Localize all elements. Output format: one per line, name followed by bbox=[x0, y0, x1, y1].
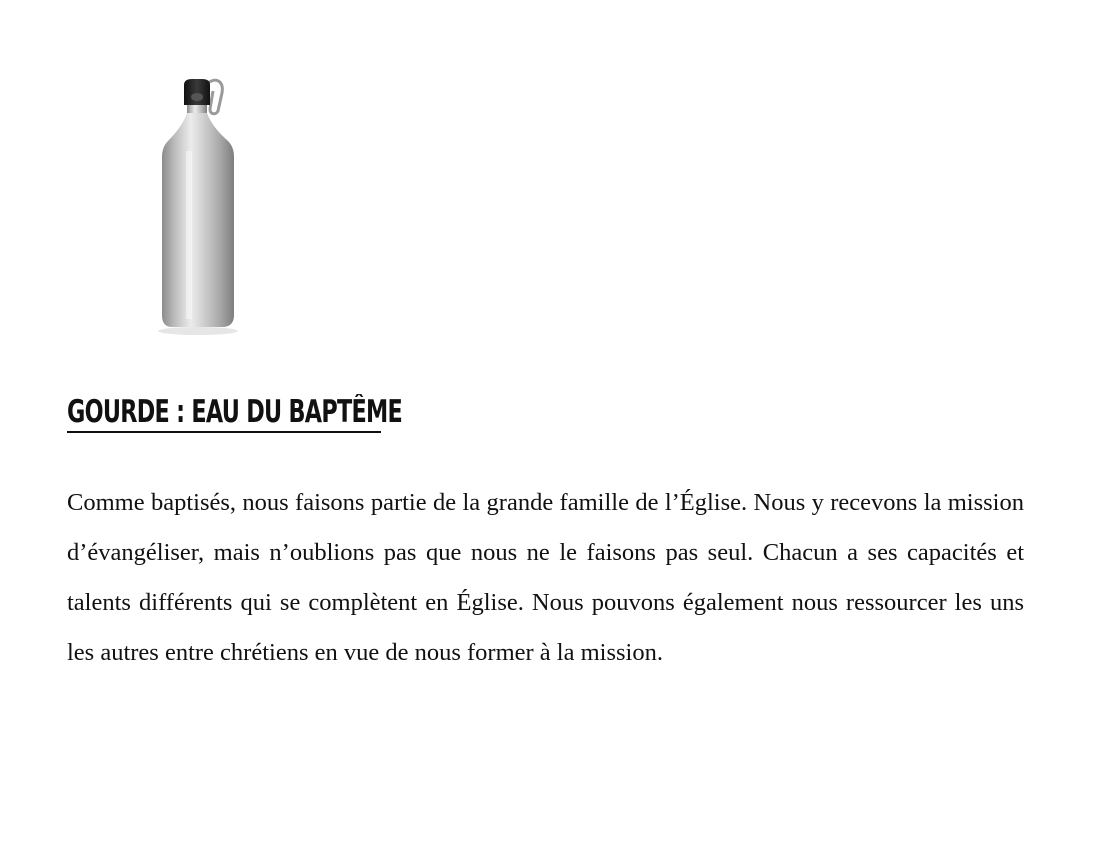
water-bottle-image bbox=[140, 75, 260, 345]
water-bottle-icon bbox=[140, 75, 260, 345]
bottle-shadow-shape bbox=[158, 327, 238, 335]
bottle-highlight-shape bbox=[186, 151, 192, 319]
section-title: GOURDE : EAU DU BAPTÊME bbox=[67, 394, 403, 430]
title-underline bbox=[67, 431, 381, 433]
cap-ring-shape bbox=[191, 93, 203, 101]
carabiner-shape bbox=[208, 80, 222, 114]
bottle-cap-shape bbox=[184, 79, 210, 105]
bottle-neck-shape bbox=[187, 105, 207, 113]
bottle-body-shape bbox=[162, 113, 234, 327]
section-paragraph: Comme baptisés, nous faisons partie de la grande famille de l’Église. Nous y recevons la mission d’évangéliser, mais n’oublions pas que nous ne le faisons pas seul. Chacun a ses capacités et talents différents qui se complètent en Église. Nous pouvons également nous ressourcer les uns les autres entre chrétiens en vue de nous former à la mission. bbox=[67, 489, 1024, 666]
